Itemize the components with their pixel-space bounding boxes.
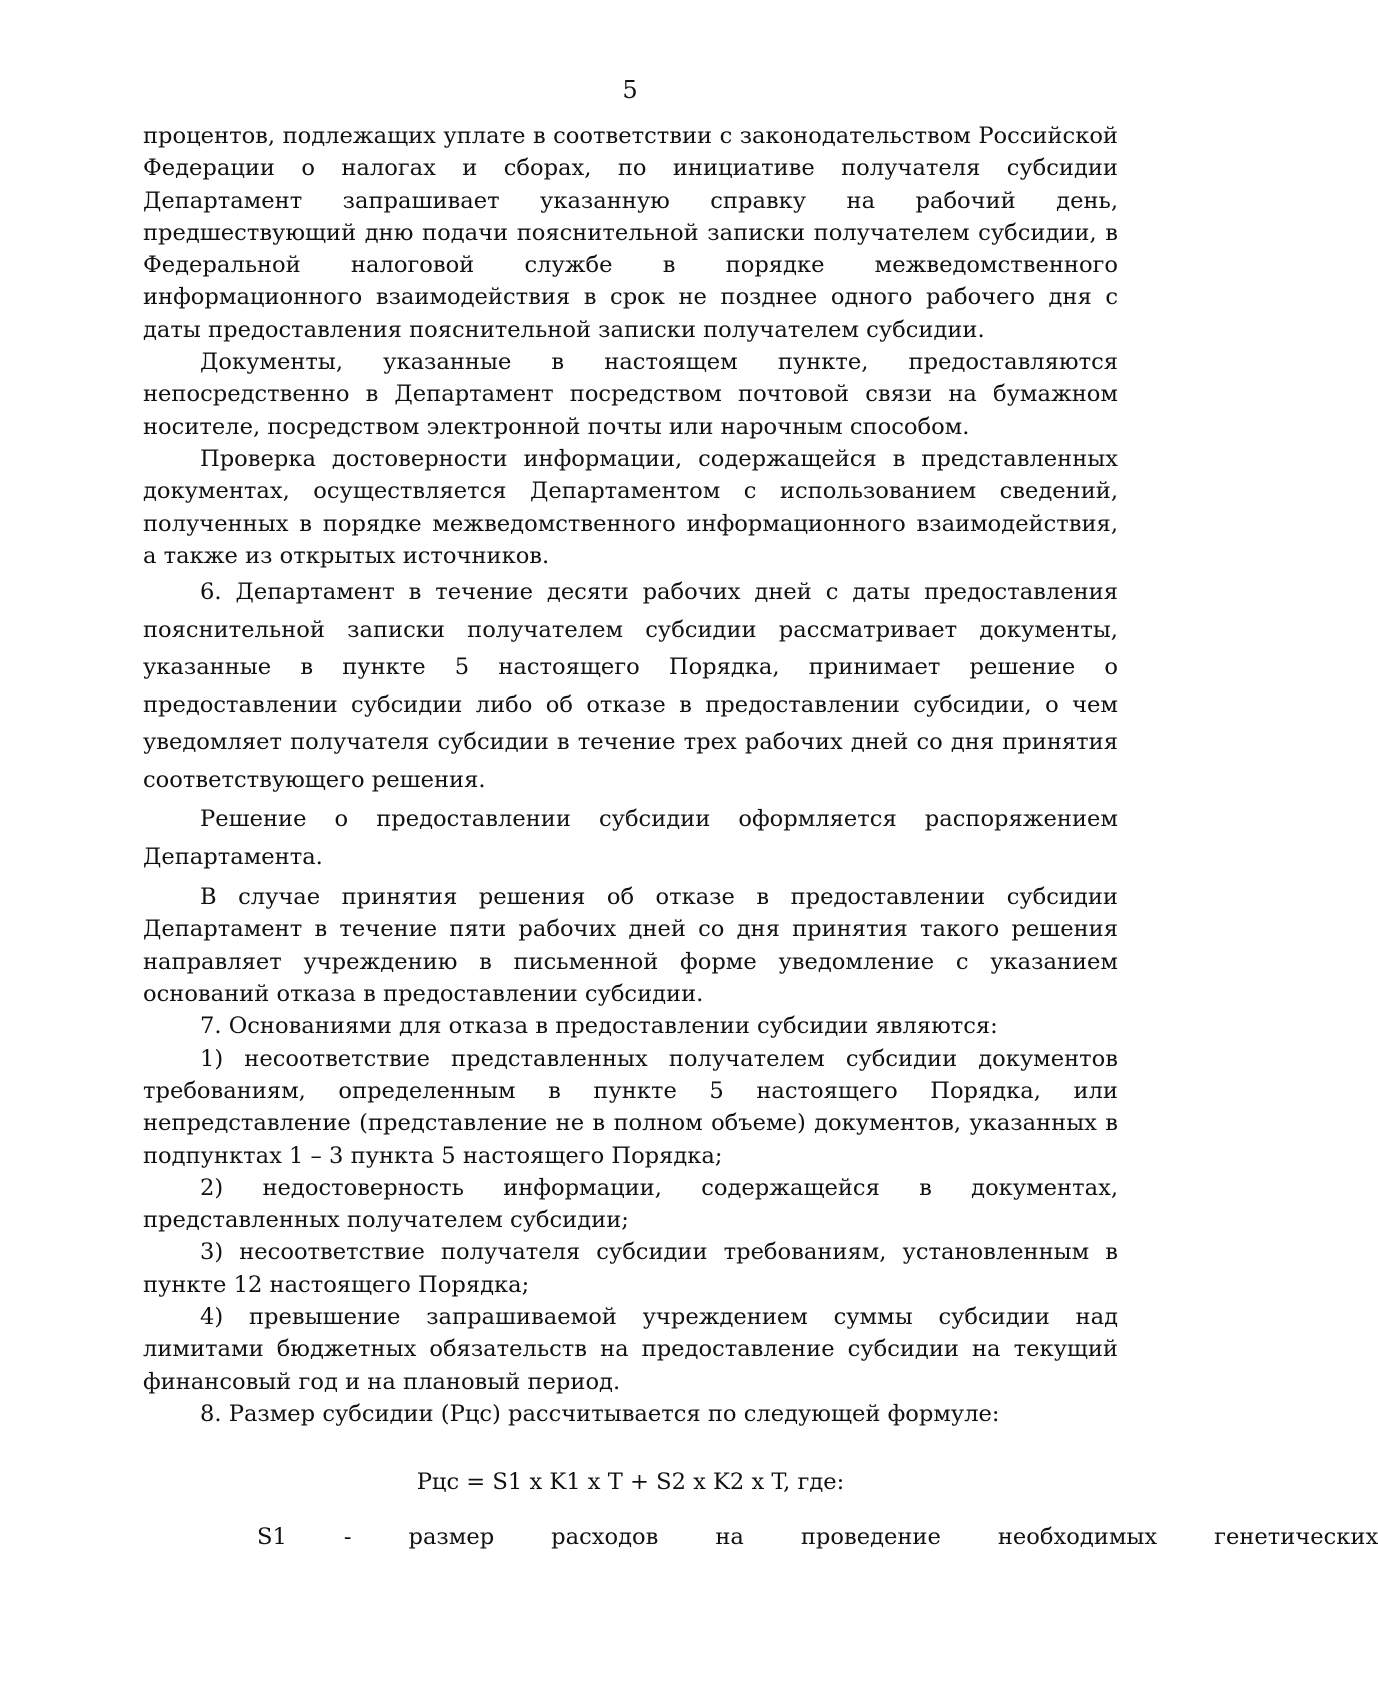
definition-word: -	[343, 1523, 352, 1550]
definition-word: генетических	[1214, 1523, 1378, 1550]
paragraph: 2) недостоверность информации, содержащейся в документах, представленных получателем субсидии;	[143, 1174, 1118, 1234]
paragraph: 4) превышение запрашиваемой учреждением суммы субсидии над лимитами бюджетных обязательств на предоставление субсидии на текущий финансовый год и на плановый период.	[143, 1304, 1118, 1395]
formula: Рцс = S1 x K1 x T + S2 x K2 x T, где:	[416, 1469, 845, 1496]
paragraph: 1) несоответствие представленных получателем субсидии документов требованиям, определенным в пункте 5 настоящего Порядка, или непредставление (представление не в полном объеме) документов, указанных в подпунктах 1 – 3 пункта 5 настоящего Порядка;	[143, 1045, 1118, 1169]
definition-word: расходов	[551, 1523, 659, 1550]
paragraph: 7. Основаниями для отказа в предоставлении субсидии являются:	[200, 1013, 998, 1040]
definition-word: проведение	[800, 1523, 941, 1550]
document-body	[143, 120, 1378, 1553]
paragraph: процентов, подлежащих уплате в соответствии с законодательством Российской Федерации о налогах и сборах, по инициативе получателя субсидии Департамент запрашивает указанную справку на рабочий день, предшествующий дню подачи пояснительной записки получателем субсидии, в Федеральной налоговой службе в порядке межведомственного информационного взаимодействия в срок не позднее одного рабочего дня с даты предоставления пояснительной записки получателем субсидии.	[143, 123, 1118, 343]
paragraph: Проверка достоверности информации, содержащейся в представленных документах, осуществляется Департаментом с использованием сведений, полученных в порядке межведомственного информационного взаимодействия, а также из открытых источников.	[143, 445, 1118, 569]
paragraph: 3) несоответствие получателя субсидии требованиям, установленным в пункте 12 настоящего Порядка;	[143, 1239, 1118, 1298]
definition-line	[143, 1521, 1378, 1553]
definition-word: размер	[408, 1523, 495, 1550]
definition-word: необходимых	[997, 1523, 1158, 1550]
paragraph: 6. Департамент в течение десяти рабочих дней с даты предоставления пояснительной записки получателем субсидии рассматривает документы, указанные в пункте 5 настоящего Порядка, принимает решение о предоставлении субсидии либо об отказе в предоставлении субсидии, о чем уведомляет получателя субсидии в течение трех рабочих дней со дня принятия соответствующего решения.	[143, 579, 1118, 793]
page-number: 5	[622, 76, 638, 104]
paragraph: Документы, указанные в настоящем пункте, предоставляются непосредственно в Департамент посредством почтовой связи на бумажном носителе, посредством электронной почты или нарочным способом.	[143, 349, 1118, 440]
paragraph: В случае принятия решения об отказе в предоставлении субсидии Департамент в течение пяти рабочих дней со дня принятия такого решения направляет учреждению в письменной форме уведомление с указанием оснований отказа в предоставлении субсидии.	[143, 884, 1118, 1008]
paragraph: 8. Размер субсидии (Рцс) рассчитывается по следующей формуле:	[200, 1400, 1000, 1427]
paragraph: Решение о предоставлении субсидии оформляется распоряжением Департамента.	[143, 806, 1118, 870]
definition-word: на	[715, 1523, 744, 1550]
definition-word: S1	[257, 1523, 287, 1550]
